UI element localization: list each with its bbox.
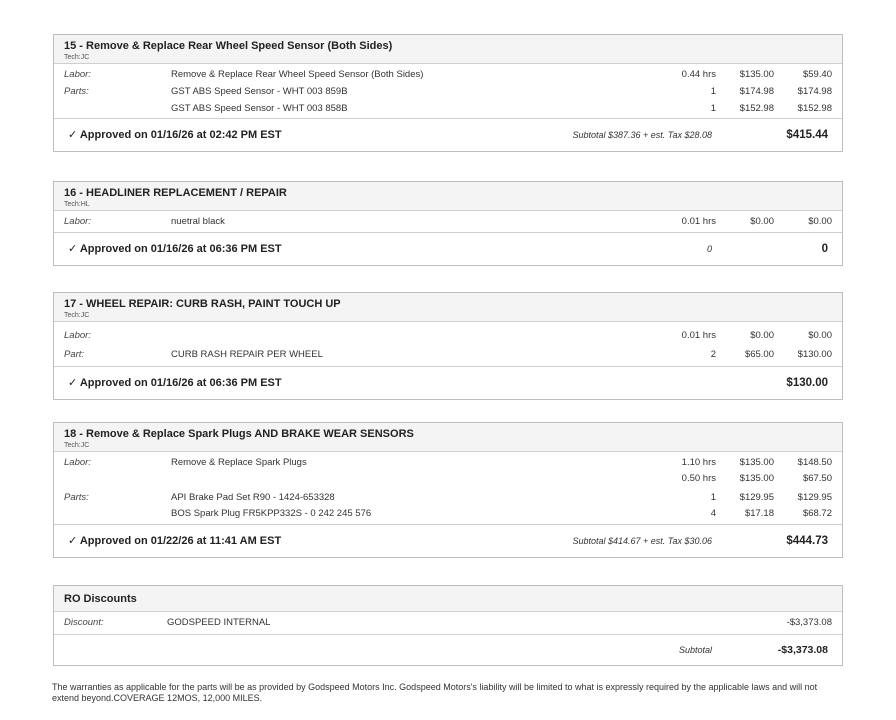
warranty-footer: The warranties as applicable for the parts will be as provided by Godspeed Motors Inc. Godspeed Motors's liability will be limited to what is expressly required by the applicable laws and will not extend beyond.COVERAGE 12MOS, 12,000 MILES. <box>52 682 818 703</box>
job-total: 0 <box>821 243 828 255</box>
line-rate: $135.00 <box>739 457 774 468</box>
job-section-18 <box>53 422 843 558</box>
line-type: Parts: <box>64 86 89 97</box>
line-rate: $152.98 <box>739 103 774 114</box>
line-type: Labor: <box>64 330 91 341</box>
job-lines <box>54 211 842 233</box>
line-amount: $152.98 <box>797 103 832 114</box>
line-item <box>54 66 842 83</box>
line-rate: $17.18 <box>744 508 774 519</box>
line-type: Labor: <box>64 216 91 227</box>
line-item <box>54 83 842 100</box>
job-title: 15 - Remove & Replace Rear Wheel Speed Sensor (Both Sides) <box>64 40 393 52</box>
discount-amount: -$3,373.08 <box>786 617 832 628</box>
line-description: CURB RASH REPAIR PER WHEEL <box>171 349 323 360</box>
line-qty: 0.44 hrs <box>681 69 716 80</box>
job-section-17 <box>53 292 843 400</box>
job-total: $415.44 <box>786 129 828 141</box>
line-item <box>54 455 842 471</box>
job-tech: Tech:JC <box>64 312 90 319</box>
line-rate: $129.95 <box>739 492 774 503</box>
line-amount: $68.72 <box>802 508 832 519</box>
line-item <box>54 490 842 506</box>
line-item <box>54 506 842 522</box>
discount-description: GODSPEED INTERNAL <box>167 617 271 628</box>
approval-row <box>54 367 842 399</box>
line-amount: $59.40 <box>802 69 832 80</box>
job-total: $130.00 <box>786 377 828 389</box>
discount-line <box>54 613 842 633</box>
subtotal-text: 0 <box>706 244 712 254</box>
line-description: GST ABS Speed Sensor - WHT 003 859B <box>171 86 348 97</box>
discount-lines <box>54 612 842 635</box>
job-header <box>54 35 842 64</box>
line-rate: $135.00 <box>739 473 774 484</box>
line-description: BOS Spark Plug FR5KPP332S - 0 242 245 576 <box>171 508 372 519</box>
line-amount: $130.00 <box>797 349 832 360</box>
line-description: nuetral black <box>171 216 225 227</box>
line-type: Part: <box>64 349 85 360</box>
line-qty: 1 <box>710 86 716 97</box>
line-description: GST ABS Speed Sensor - WHT 003 858B <box>171 103 348 114</box>
approval-row <box>54 525 842 557</box>
line-rate: $0.00 <box>750 330 774 341</box>
line-rate: $65.00 <box>744 349 774 360</box>
line-qty: 0.50 hrs <box>681 473 716 484</box>
line-amount: $129.95 <box>797 492 832 503</box>
line-amount: $67.50 <box>802 473 832 484</box>
line-item <box>54 213 842 230</box>
job-title: 18 - Remove & Replace Spark Plugs AND BRAKE WEAR SENSORS <box>64 428 414 440</box>
line-description: Remove & Replace Rear Wheel Speed Sensor (Both Sides) <box>171 69 424 80</box>
job-total: $444.73 <box>786 535 828 547</box>
job-tech: Tech:HL <box>64 201 90 208</box>
line-qty: 0.01 hrs <box>681 330 716 341</box>
approval-row <box>54 233 842 265</box>
line-amount: $0.00 <box>808 216 832 227</box>
line-rate: $174.98 <box>739 86 774 97</box>
line-qty: 2 <box>710 349 716 360</box>
approval-text: ✓ Approved on 01/16/26 at 06:36 PM EST <box>68 243 282 255</box>
line-amount: $0.00 <box>808 330 832 341</box>
job-lines <box>54 322 842 367</box>
job-header <box>54 423 842 452</box>
line-amount: $148.50 <box>797 457 832 468</box>
line-qty: 1 <box>710 492 716 503</box>
discounts-title: RO Discounts <box>54 586 842 612</box>
job-lines <box>54 452 842 525</box>
line-type: Parts: <box>64 492 89 503</box>
job-tech: Tech:JC <box>64 442 90 449</box>
line-item <box>54 471 842 490</box>
ro-discounts-section <box>53 585 843 666</box>
approval-row <box>54 119 842 151</box>
job-header <box>54 293 842 322</box>
line-qty: 1.10 hrs <box>681 457 716 468</box>
job-title: 16 - HEADLINER REPLACEMENT / REPAIR <box>64 187 287 199</box>
job-tech: Tech:JC <box>64 54 90 61</box>
job-section-15 <box>53 34 843 152</box>
line-type: Labor: <box>64 457 91 468</box>
line-rate: $0.00 <box>750 216 774 227</box>
line-qty: 4 <box>710 508 716 519</box>
approval-text: ✓ Approved on 01/22/26 at 11:41 AM EST <box>68 535 282 547</box>
approval-text: ✓ Approved on 01/16/26 at 06:36 PM EST <box>68 377 282 389</box>
line-item <box>54 345 842 364</box>
subtotal-text: Subtotal $414.67 + est. Tax $30.06 <box>572 536 712 546</box>
discount-subtotal-row <box>54 635 842 665</box>
job-title: 17 - WHEEL REPAIR: CURB RASH, PAINT TOUCH UP <box>64 298 341 310</box>
line-qty: 0.01 hrs <box>681 216 716 227</box>
line-description: Remove & Replace Spark Plugs <box>171 457 307 468</box>
line-item <box>54 100 842 117</box>
discount-type: Discount: <box>64 617 104 628</box>
line-type: Labor: <box>64 69 91 80</box>
line-rate: $135.00 <box>739 69 774 80</box>
job-header <box>54 182 842 211</box>
discount-subtotal-label: Subtotal <box>678 645 712 655</box>
line-description: API Brake Pad Set R90 - 1424-653328 <box>171 492 335 503</box>
subtotal-text: Subtotal $387.36 + est. Tax $28.08 <box>572 130 712 140</box>
discount-subtotal-value: -$3,373.08 <box>777 644 828 656</box>
line-item <box>54 326 842 345</box>
line-amount: $174.98 <box>797 86 832 97</box>
job-section-16 <box>53 181 843 266</box>
job-lines <box>54 64 842 119</box>
approval-text: ✓ Approved on 01/16/26 at 02:42 PM EST <box>68 129 282 141</box>
line-qty: 1 <box>710 103 716 114</box>
